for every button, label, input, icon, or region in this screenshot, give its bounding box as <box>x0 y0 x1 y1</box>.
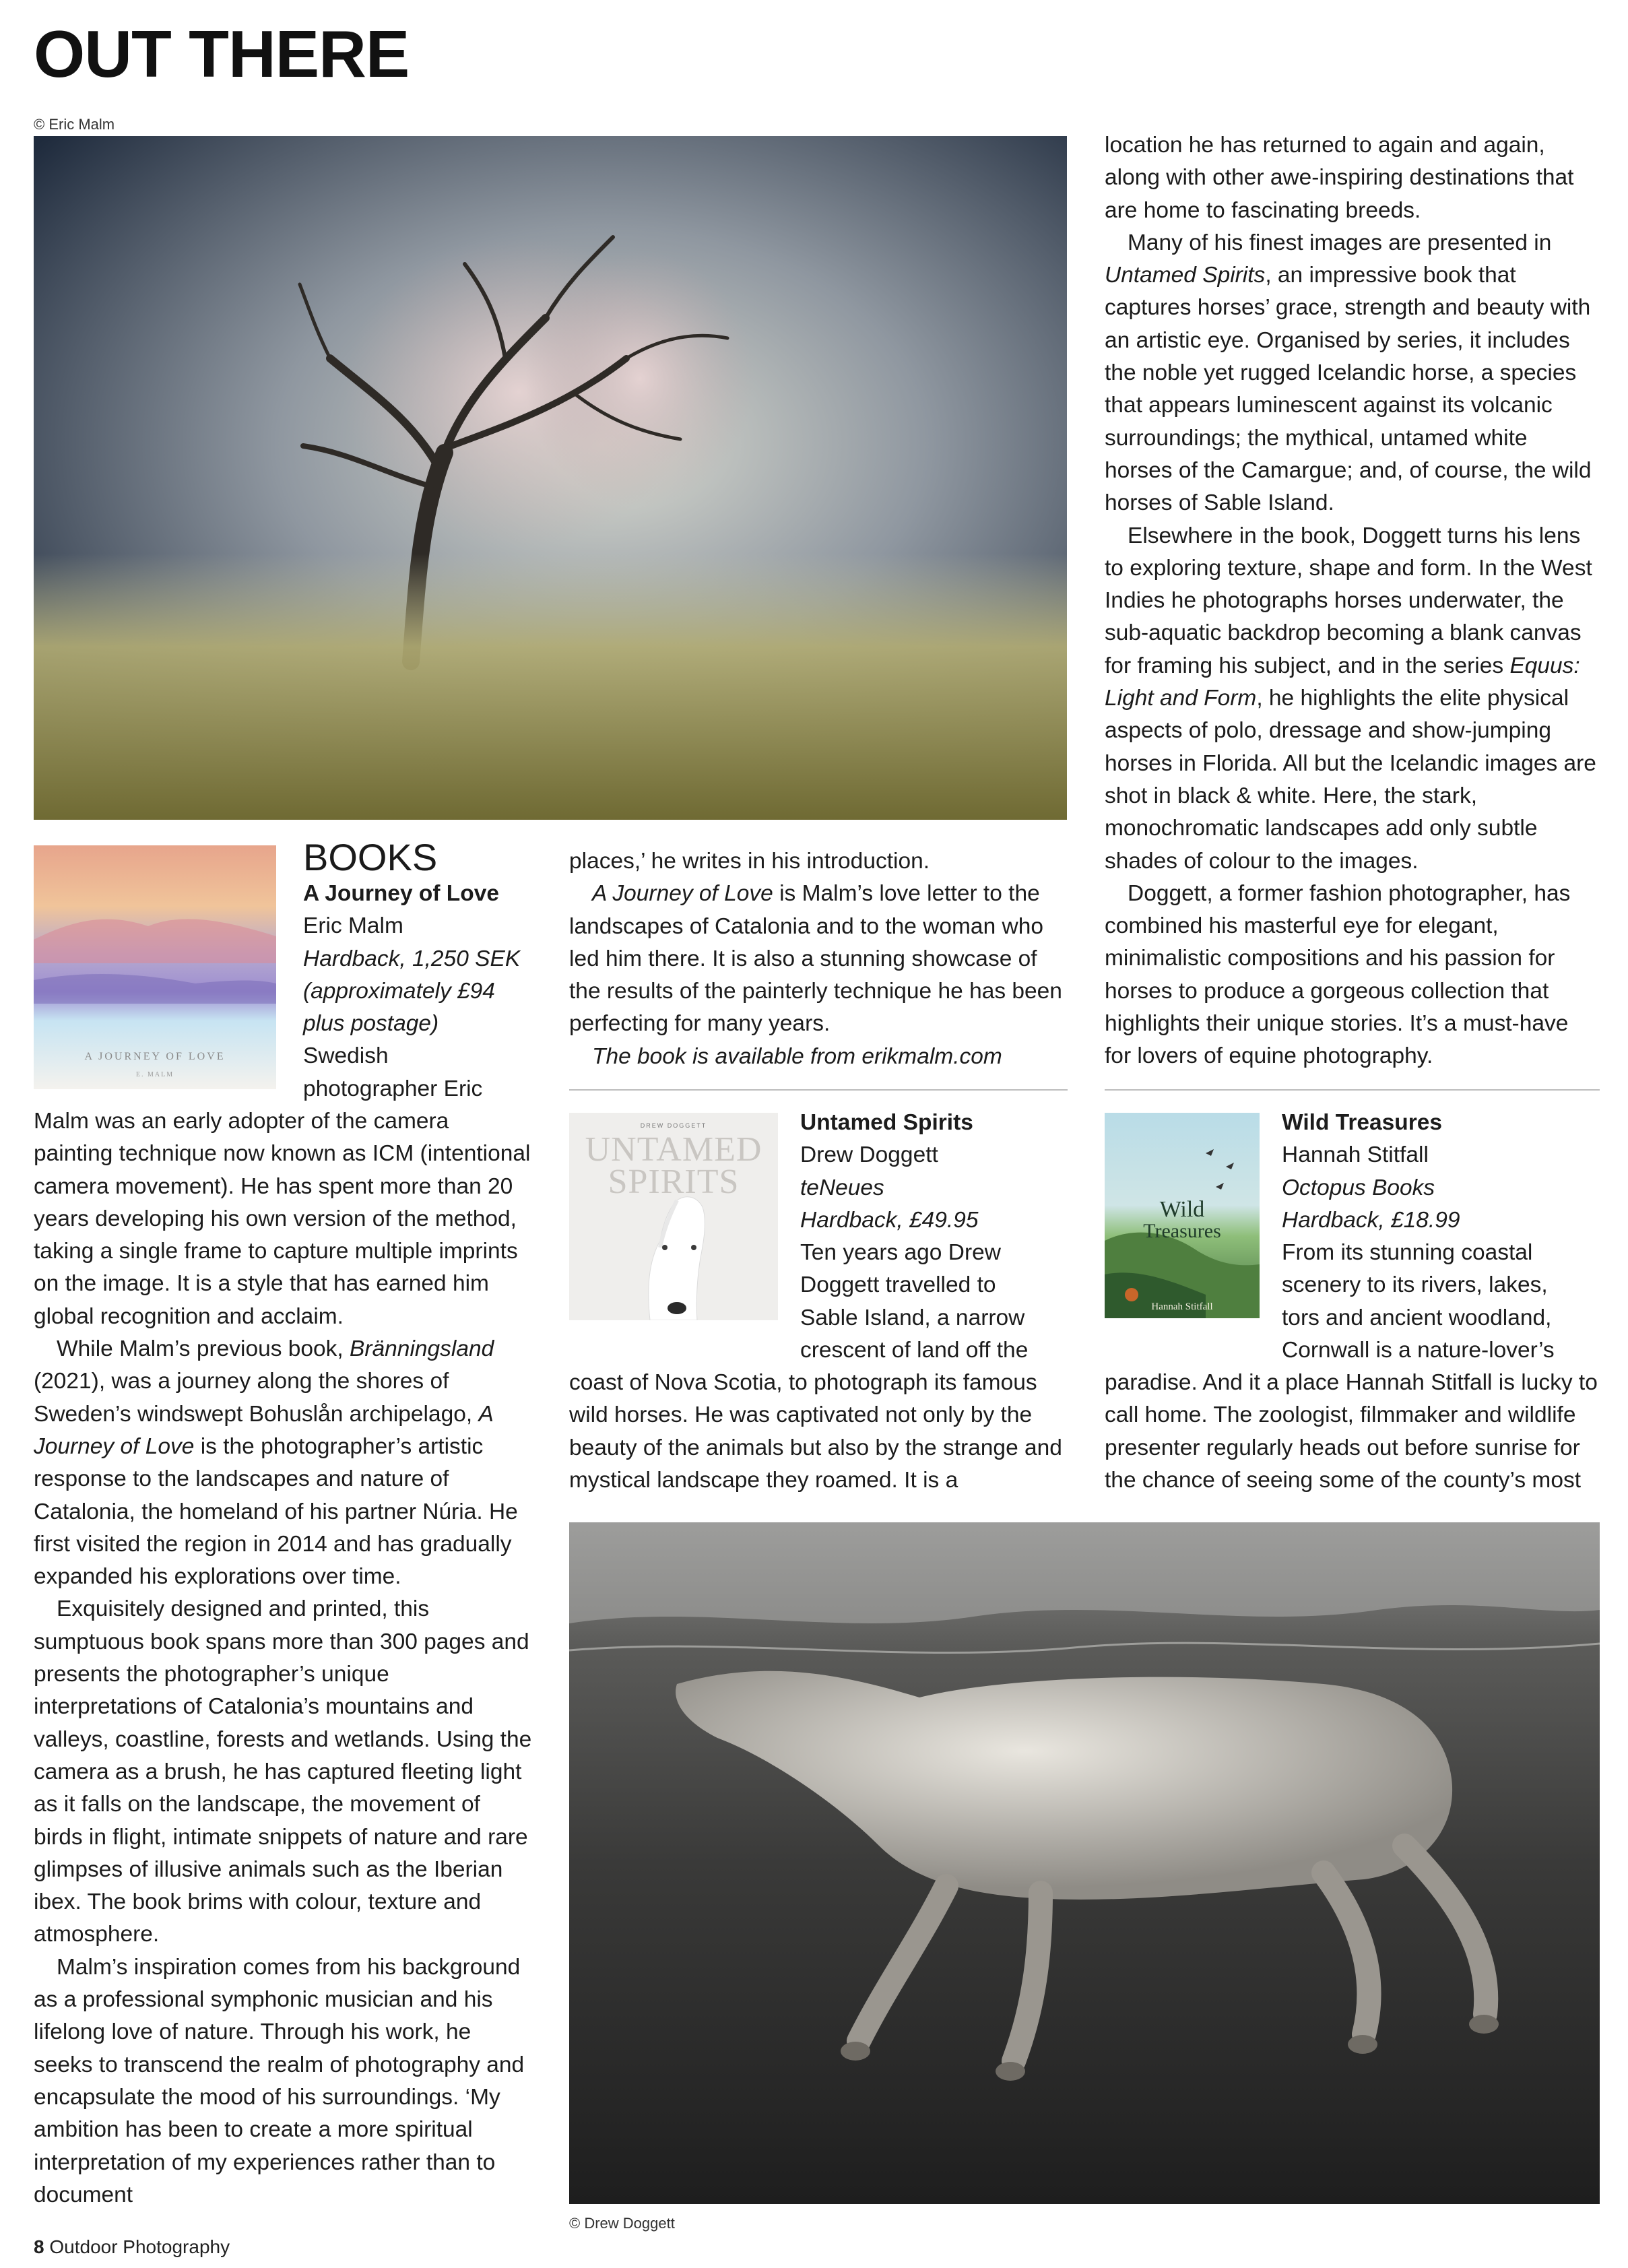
book3-info <box>1282 1107 1605 1367</box>
col3-paragraph-2: Many of his finest images are presented in Untamed Spirits, an impressive book that captures horses’ grace, strength and beauty with an artistic eye. Organised by series, it includes the noble yet rugged Icelandic horse, a species that appears luminescent against its volcanic surroundings; the mythical, untamed white horses of the Camargue; and, of course, the wild horses of Sable Island. <box>1105 230 1592 516</box>
page-footer <box>34 2236 230 2258</box>
divider-col3 <box>1105 1089 1600 1091</box>
col1-wrap-line-1: Swedish <box>303 1043 389 1069</box>
book2-title: Untamed Spirits <box>800 1110 973 1135</box>
cover-title: A JOURNEY OF LOVE <box>84 1051 226 1062</box>
book1-availability: The book is available from erikmalm.com <box>592 1043 1002 1069</box>
cover-title-line-2: SPIRITS <box>608 1163 740 1201</box>
book2-publisher: teNeues <box>800 1175 884 1200</box>
column-2-text <box>569 845 1068 1073</box>
col2b-wrap-line-3: Sable Island, a narrow <box>800 1305 1025 1330</box>
cover-author: E. MALM <box>135 1071 174 1078</box>
cover-title-line-2: Treasures <box>1143 1220 1221 1242</box>
book1-format-1: Hardback, 1,250 SEK <box>303 946 521 971</box>
col2b-wrap-line-4: crescent of land off the <box>800 1338 1029 1363</box>
col3-paragraph-4: Doggett, a former fashion photographer, has combined his masterful eye for elegant, minimalistic compositions and his passion for horses to produce a gorgeous collection that highlights their unique stories. It’s a must-have for lovers of equine photography. <box>1105 880 1571 1069</box>
col2b-wrap-line-2: Doggett travelled to <box>800 1272 996 1298</box>
col1-paragraph-1: Malm was an early adopter of the camera painting technique now known as ICM (intentional camera movement). He has spent more than 20 years developing his own version of the method, taking a single frame to capture multiple imprints on the image. It is a style that has earned him global recognition and acclaim. <box>34 1109 531 1329</box>
cover-author: DREW DOGGETT <box>640 1122 707 1129</box>
book1-info <box>303 878 532 1105</box>
col3b-wrap-line-3: tors and ancient woodland, <box>1282 1305 1552 1330</box>
column-1-text <box>34 1105 533 2211</box>
col3-paragraph-1: location he has returned to again and again, along with other awe-inspiring destinations that are home to fascinating breeds. <box>1105 133 1574 223</box>
underwater-horse-photo <box>569 1522 1600 2204</box>
col2b-wrap-line-1: Ten years ago Drew <box>800 1240 1001 1266</box>
book1-format-2: (approximately £94 <box>303 978 495 1004</box>
book3-format: Hardback, £18.99 <box>1282 1207 1460 1233</box>
tree-photo <box>34 136 1067 820</box>
col3-bottom-paragraph: paradise. And it a place Hannah Stitfall is lucky to call home. The zoologist, filmmaker and wildlife presenter regularly heads out before sunrise for the chance of seeing some of the county’s most <box>1105 1370 1598 1493</box>
book-cover-journey-of-love <box>34 845 276 1089</box>
col2-bottom-text <box>569 1367 1068 1497</box>
magazine-name: Outdoor Photography <box>49 2236 230 2257</box>
cover-title-line-1: Wild <box>1159 1197 1205 1222</box>
book-cover-wild-treasures <box>1105 1113 1260 1318</box>
photo-credit-top: © Eric Malm <box>34 116 115 133</box>
books-heading: BOOKS <box>303 836 438 878</box>
column-3-text <box>1105 129 1600 1073</box>
page-number: 8 <box>34 2236 44 2257</box>
divider-col2 <box>569 1089 1068 1091</box>
col3b-wrap-line-1: From its stunning coastal <box>1282 1240 1533 1266</box>
photo-credit-bottom: © Drew Doggett <box>569 2215 675 2232</box>
section-title: OUT THERE <box>34 17 410 91</box>
book2-author: Drew Doggett <box>800 1142 938 1168</box>
book1-title: A Journey of Love <box>303 881 499 906</box>
col2-paragraph-2: A Journey of Love is Malm’s love letter to the landscapes of Catalonia and to the woman who led him there. It is also a stunning showcase of the results of the painterly technique he has been perfecting for many years. <box>569 881 1062 1037</box>
cover-title-line-1: UNTAMED <box>585 1130 762 1169</box>
white-horse-icon <box>569 1113 778 1320</box>
book-cover-untamed-spirits <box>569 1113 778 1320</box>
col2-paragraph-1: places,’ he writes in his introduction. <box>569 849 930 874</box>
col3-bottom-text <box>1105 1367 1603 1497</box>
book2-info <box>800 1107 1070 1367</box>
col1-paragraph-4: Malm’s inspiration comes from his background as a professional symphonic musician and his lifelong love of nature. Through his work, he seeks to transcend the realm of photography and encapsulate the mood of his surroundings. ‘My ambition has been to create a more spiritual interpretation of my experiences rather than to document <box>34 1954 525 2207</box>
col1-paragraph-3: Exquisitely designed and printed, this sumptuous book spans more than 300 pages and presents the photographer’s unique interpretations of Catalonia’s mountains and valleys, coastline, forests and wetlands. Using the camera as a brush, he has captured fleeting light as it falls on the landscape, the movement of birds in flight, intimate snippets of nature and rare glimpses of illusive animals such as the Iberian ibex. The book brims with colour, texture and atmosphere. <box>34 1596 532 1947</box>
col3b-wrap-line-4: Cornwall is a nature-lover’s <box>1282 1338 1555 1363</box>
col1-wrap-line-2: photographer Eric <box>303 1076 483 1101</box>
col2-bottom-paragraph: coast of Nova Scotia, to photograph its famous wild horses. He was captivated not only by the beauty of the animals but also by the strange and mystical landscape they roamed. It is a <box>569 1370 1062 1493</box>
col3b-wrap-line-2: scenery to its rivers, lakes, <box>1282 1272 1548 1298</box>
book3-author: Hannah Stitfall <box>1282 1142 1429 1168</box>
book1-format-3: plus postage) <box>303 1011 439 1037</box>
col1-paragraph-2: While Malm’s previous book, Bränningsland (2021), was a journey along the shores of Sweden’s windswept Bohuslån archipelago, A Journey of Love is the photographer’s artistic response to the landscapes and nature of Catalonia, the homeland of his partner Núria. He first visited the region in 2014 and has gradually expanded his explorations over time. <box>34 1336 518 1590</box>
col3-paragraph-3: Elsewhere in the book, Doggett turns his lens to exploring texture, shape and form. In the West Indies he photographs horses underwater, the sub-aquatic backdrop becoming a blank canvas for framing his subject, and in the series Equus: Light and Form, he highlights the elite physical aspects of polo, dressage and show-jumping horses in Florida. All but the Icelandic images are shot in black & white. Here, the stark, monochromatic landscapes add only subtle shades of colour to the images. <box>1105 523 1596 874</box>
book1-author: Eric Malm <box>303 913 403 939</box>
cover-author: Hannah Stitfall <box>1151 1301 1213 1312</box>
book3-publisher: Octopus Books <box>1282 1175 1435 1200</box>
book3-title: Wild Treasures <box>1282 1110 1443 1135</box>
book2-format: Hardback, £49.95 <box>800 1207 979 1233</box>
